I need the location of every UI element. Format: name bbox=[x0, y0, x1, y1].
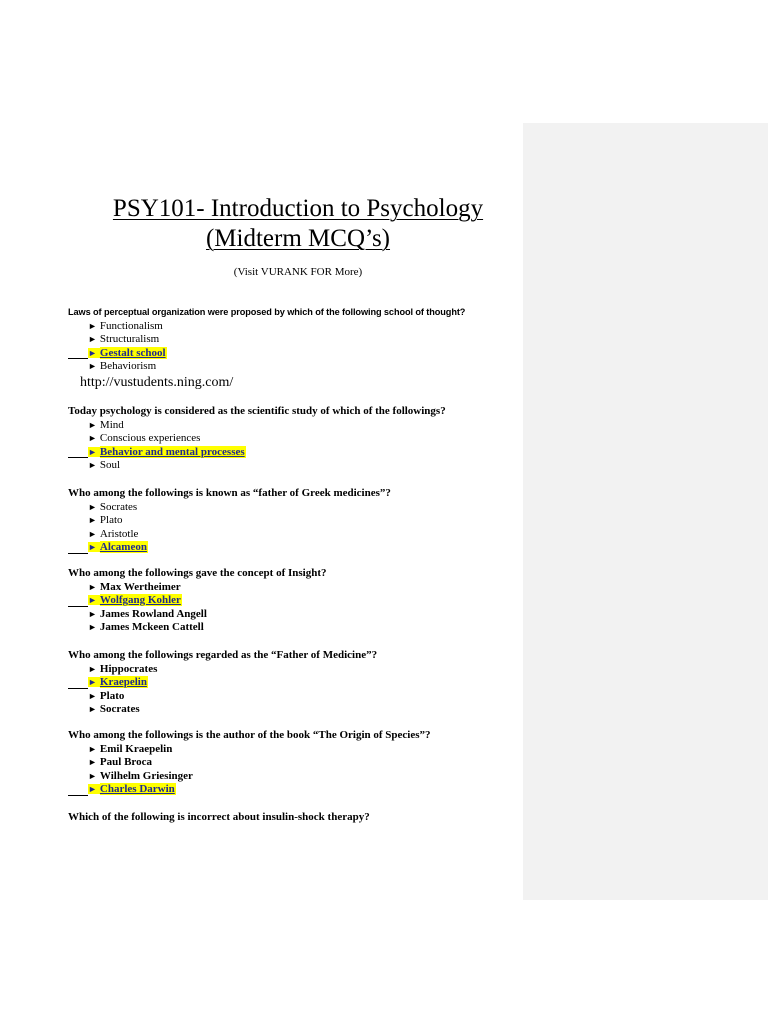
option: ► Socrates bbox=[88, 703, 140, 715]
option: ► Behaviorism bbox=[88, 360, 157, 372]
arrow-icon: ► bbox=[88, 677, 100, 687]
arrow-icon: ► bbox=[88, 704, 97, 714]
site-url: http://vustudents.ning.com/ bbox=[80, 375, 234, 390]
arrow-icon: ► bbox=[88, 528, 97, 539]
option: ► James Mckeen Cattell bbox=[88, 621, 204, 633]
arrow-icon: ► bbox=[88, 663, 97, 674]
correct-option: ► Gestalt school bbox=[68, 347, 465, 361]
correct-option: ► Alcameon bbox=[68, 541, 391, 555]
arrow-icon: ► bbox=[88, 334, 97, 344]
arrow-icon: ► bbox=[88, 542, 100, 552]
arrow-icon: ► bbox=[88, 433, 97, 443]
correct-option: ► Kraepelin bbox=[68, 676, 377, 690]
question-text: Who among the followings is the author of the book “The Origin of Species”? bbox=[68, 729, 431, 741]
arrow-icon: ► bbox=[88, 320, 97, 331]
question-text: Who among the followings is known as “father of Greek medicines”? bbox=[68, 487, 391, 499]
question-block bbox=[68, 729, 431, 797]
arrow-icon: ► bbox=[88, 622, 97, 632]
arrow-icon: ► bbox=[88, 595, 100, 605]
question-block bbox=[68, 306, 465, 374]
question-block bbox=[68, 405, 446, 473]
question-text: Laws of perceptual organization were proposed by which of the following school of thought? bbox=[68, 307, 466, 317]
option: ► Conscious experiences bbox=[88, 432, 201, 444]
arrow-icon: ► bbox=[88, 690, 97, 701]
option: ► Plato bbox=[88, 689, 125, 702]
option: ► Socrates bbox=[88, 500, 138, 513]
question-text: Who among the followings gave the concept of Insight? bbox=[68, 567, 327, 579]
question-text: Which of the following is incorrect about insulin-shock therapy? bbox=[68, 811, 370, 823]
arrow-icon: ► bbox=[88, 608, 97, 619]
arrow-icon: ► bbox=[88, 348, 100, 358]
arrow-icon: ► bbox=[88, 515, 97, 525]
correct-option: ► Wolfgang Kohler bbox=[68, 594, 327, 608]
option: ► Plato bbox=[88, 514, 123, 526]
comment-pane bbox=[523, 123, 768, 900]
arrow-icon: ► bbox=[88, 460, 97, 470]
option: ► Emil Kraepelin bbox=[88, 742, 173, 755]
question-block bbox=[68, 811, 370, 825]
title-line-1: PSY101- Introduction to Psychology bbox=[112, 195, 484, 222]
option: ► James Rowland Angell bbox=[88, 607, 207, 620]
option: ► Aristotle bbox=[88, 527, 139, 540]
option: ► Paul Broca bbox=[88, 756, 152, 768]
question-block bbox=[68, 487, 391, 555]
correct-option: ► Charles Darwin bbox=[68, 783, 431, 797]
option: ► Hippocrates bbox=[88, 662, 158, 675]
subtitle: (Visit VURANK FOR More) bbox=[233, 266, 363, 278]
document-title bbox=[68, 194, 528, 254]
option: ► Mind bbox=[88, 418, 124, 431]
question-text: Today psychology is considered as the scientific study of which of the followings? bbox=[68, 405, 446, 417]
arrow-icon: ► bbox=[88, 419, 97, 430]
arrow-icon: ► bbox=[88, 743, 97, 754]
option: ► Structuralism bbox=[88, 333, 160, 345]
option: ► Max Wertheimer bbox=[88, 580, 181, 593]
arrow-icon: ► bbox=[88, 581, 97, 592]
correct-option: ► Behavior and mental processes bbox=[68, 446, 446, 460]
arrow-icon: ► bbox=[88, 757, 97, 767]
question-block bbox=[68, 649, 377, 717]
arrow-icon: ► bbox=[88, 770, 97, 781]
option: ► Wilhelm Griesinger bbox=[88, 769, 193, 782]
arrow-icon: ► bbox=[88, 361, 97, 371]
question-block bbox=[68, 567, 327, 635]
title-line-2: (Midterm MCQ’s) bbox=[205, 225, 391, 252]
option: ► Functionalism bbox=[88, 319, 163, 332]
arrow-icon: ► bbox=[88, 501, 97, 512]
arrow-icon: ► bbox=[88, 447, 100, 457]
option: ► Soul bbox=[88, 459, 121, 471]
question-text: Who among the followings regarded as the “Father of Medicine”? bbox=[68, 649, 378, 661]
arrow-icon: ► bbox=[88, 784, 100, 794]
